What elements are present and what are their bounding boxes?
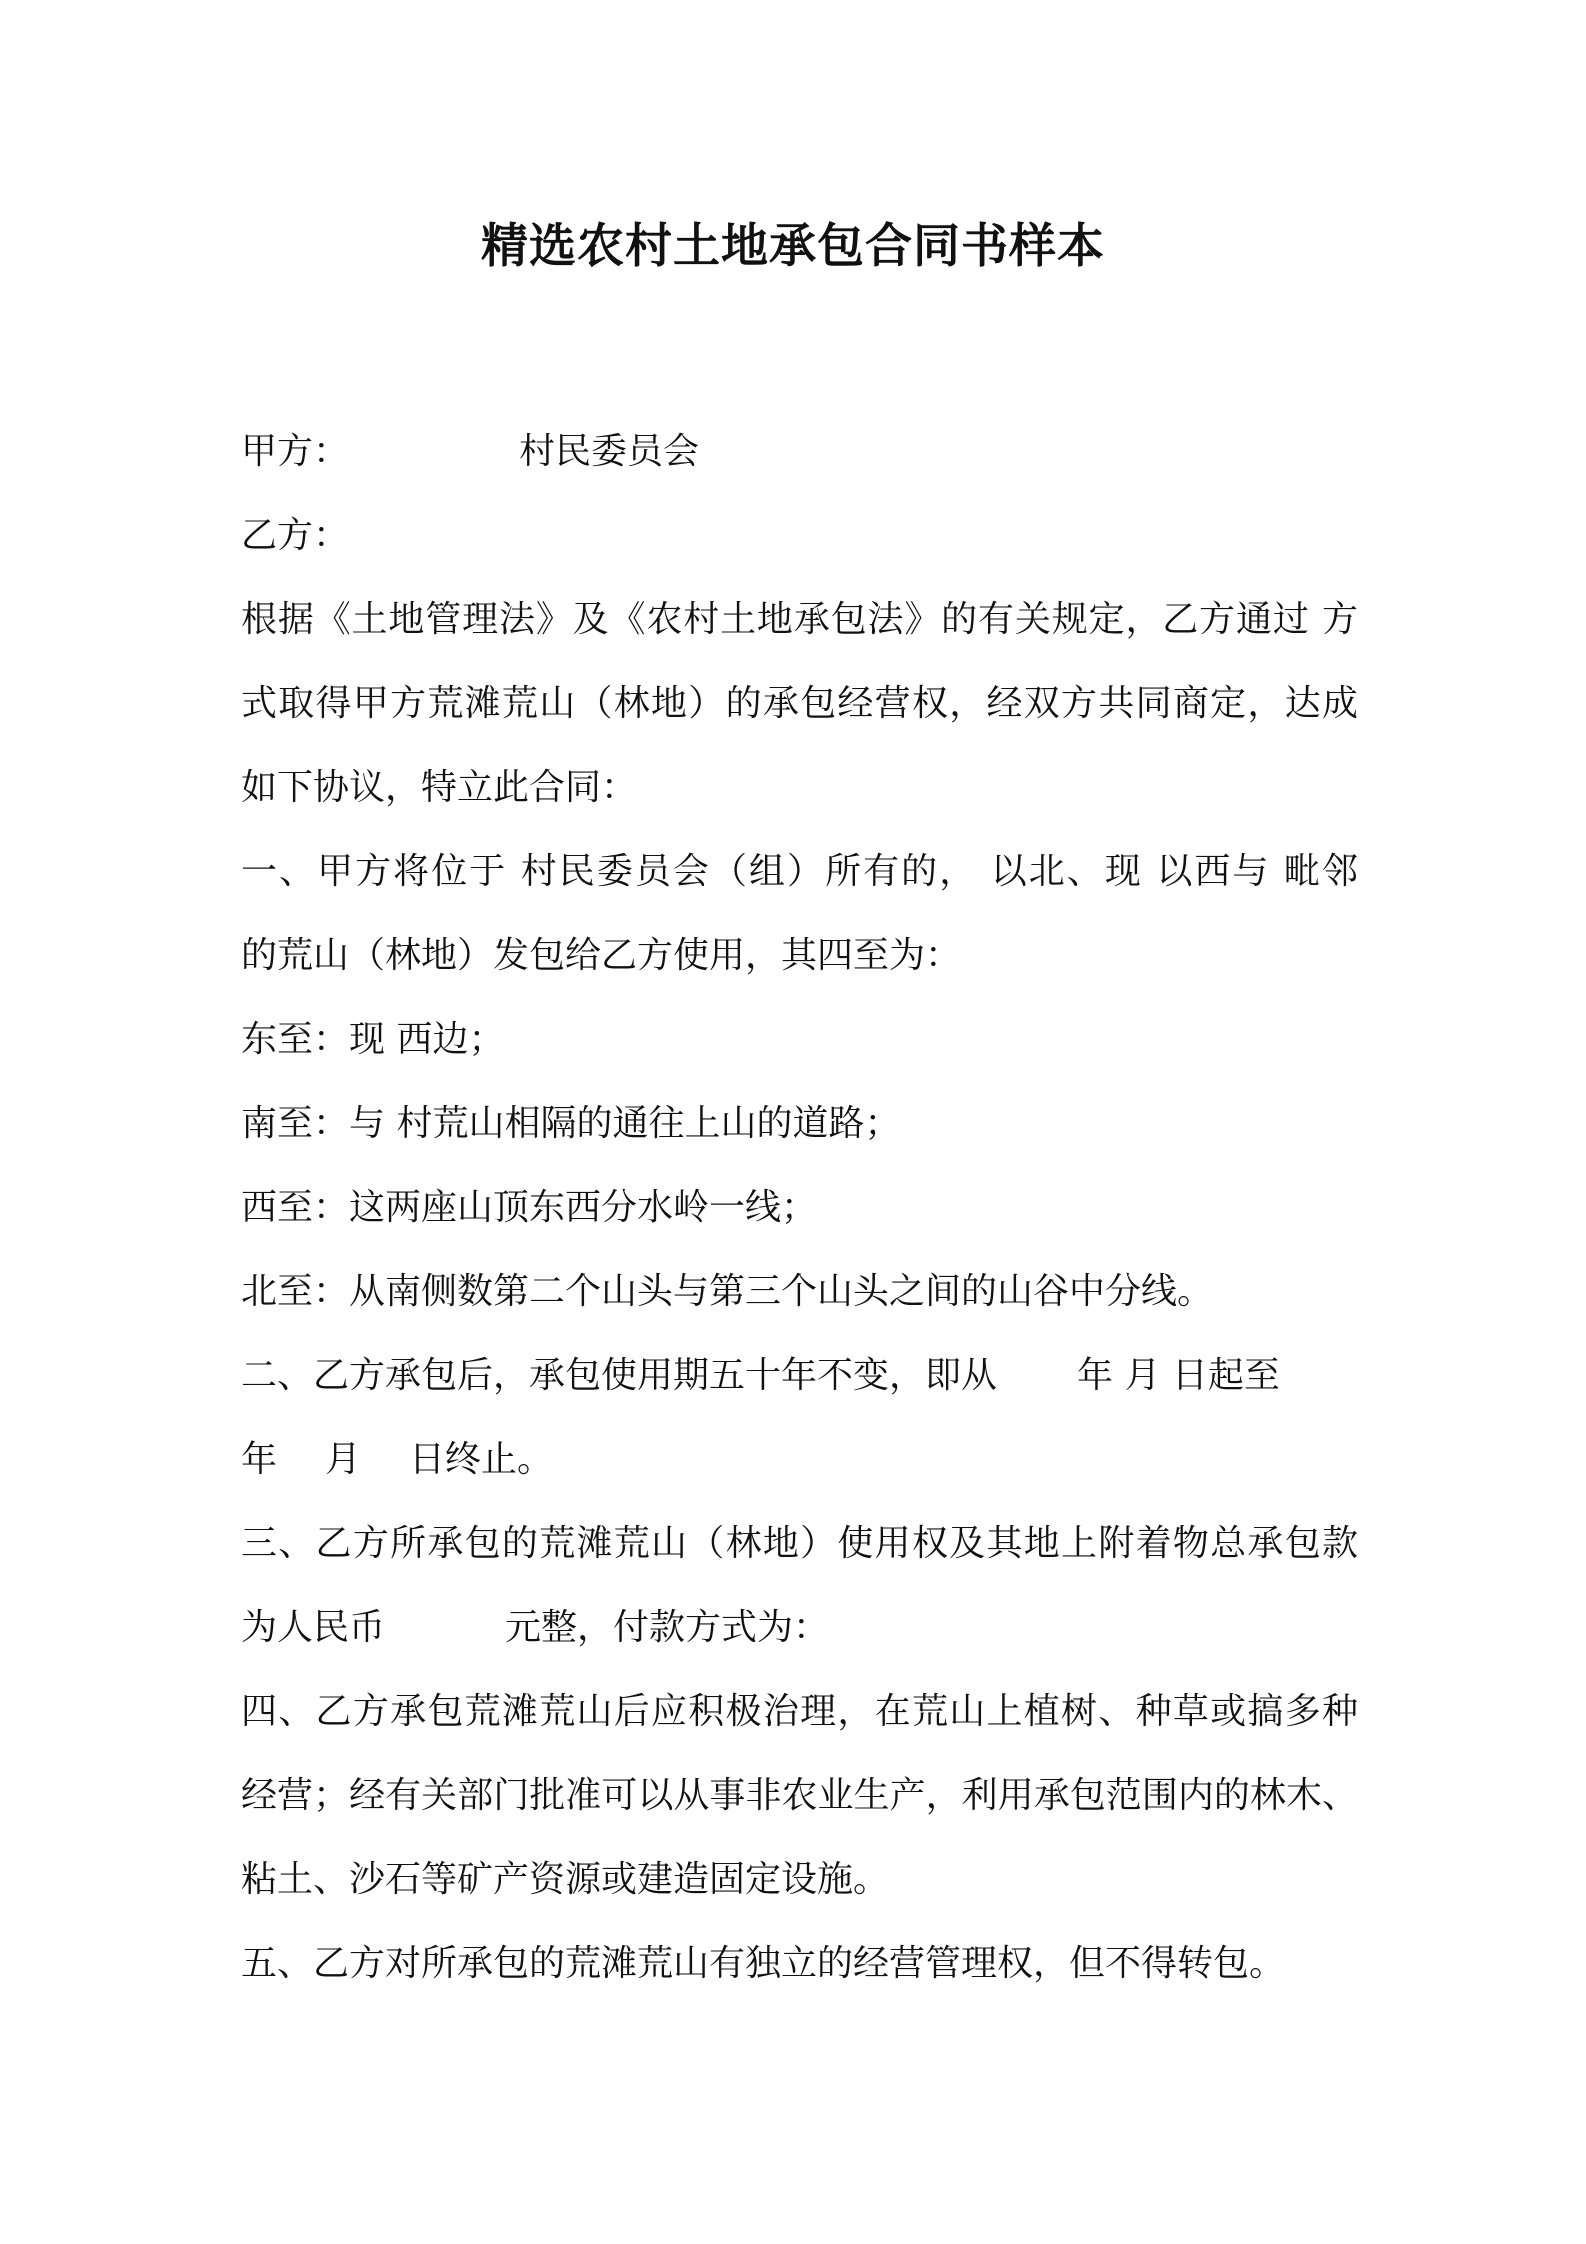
document-title: 精选农村土地承包合同书样本 (481, 219, 1105, 274)
boundary-south: 南至：与 村荒山相隔的通往上山的道路； (241, 1103, 901, 1144)
clause-3-line (241, 1586, 1358, 1670)
clause-2-text: 二、乙方承包后，承包使用期五十年不变，即从 (241, 1355, 998, 1396)
boundary-west: 西至：这两座山顶东西分水岭一线； (241, 1187, 818, 1228)
clause-4-line: 经营；经有关部门批准可以从事非农业生产，利用承包范围内的林木、 (241, 1775, 1358, 1816)
clause-1-line: 的荒山（林地）发包给乙方使用，其四至为： (241, 935, 962, 976)
clause-2-date: 年 月 日起至 (1077, 1355, 1280, 1396)
clause-4-line: 四、乙方承包荒滩荒山后应积极治理，在荒山上植树、种草或搞多种 (241, 1691, 1358, 1732)
clause-2-line (241, 1418, 1358, 1502)
clause-2-line (241, 1334, 1358, 1418)
clause-4-line: 粘土、沙石等矿产资源或建造固定设施。 (241, 1859, 890, 1900)
boundary-east: 东至：现 西边； (241, 1019, 505, 1060)
party-a-label: 甲方： (241, 431, 350, 472)
preamble-line: 式取得甲方荒滩荒山（林地）的承包经营权，经双方共同商定，达成 (241, 683, 1358, 724)
party-b-label: 乙方： (241, 515, 350, 556)
preamble-line: 根据《土地管理法》及《农村土地承包法》的有关规定，乙方通过 方 (241, 599, 1358, 640)
end-year: 年 (241, 1439, 278, 1480)
clause-5-line: 五、乙方对所承包的荒滩荒山有独立的经营管理权，但不得转包。 (241, 1943, 1286, 1984)
boundary-north: 北至：从南侧数第二个山头与第三个山头之间的山谷中分线。 (241, 1271, 1214, 1312)
clause-3-line: 三、乙方所承包的荒滩荒山（林地）使用权及其地上附着物总承包款 (241, 1523, 1358, 1564)
end-month: 月 (325, 1439, 362, 1480)
party-a-line (241, 410, 1358, 494)
clause-1-line: 一、甲方将位于 村民委员会（组）所有的， 以北、现 以西与 毗邻 (241, 851, 1358, 892)
preamble-line: 如下协议，特立此合同： (241, 767, 638, 808)
end-day: 日终止。 (409, 1439, 554, 1480)
party-b-line (241, 494, 1358, 578)
contract-body (241, 410, 1358, 2006)
clause-3-payment: 元整，付款方式为： (505, 1607, 830, 1648)
party-a-name: 村民委员会 (519, 431, 700, 472)
clause-3-currency: 为人民币 (241, 1607, 386, 1648)
